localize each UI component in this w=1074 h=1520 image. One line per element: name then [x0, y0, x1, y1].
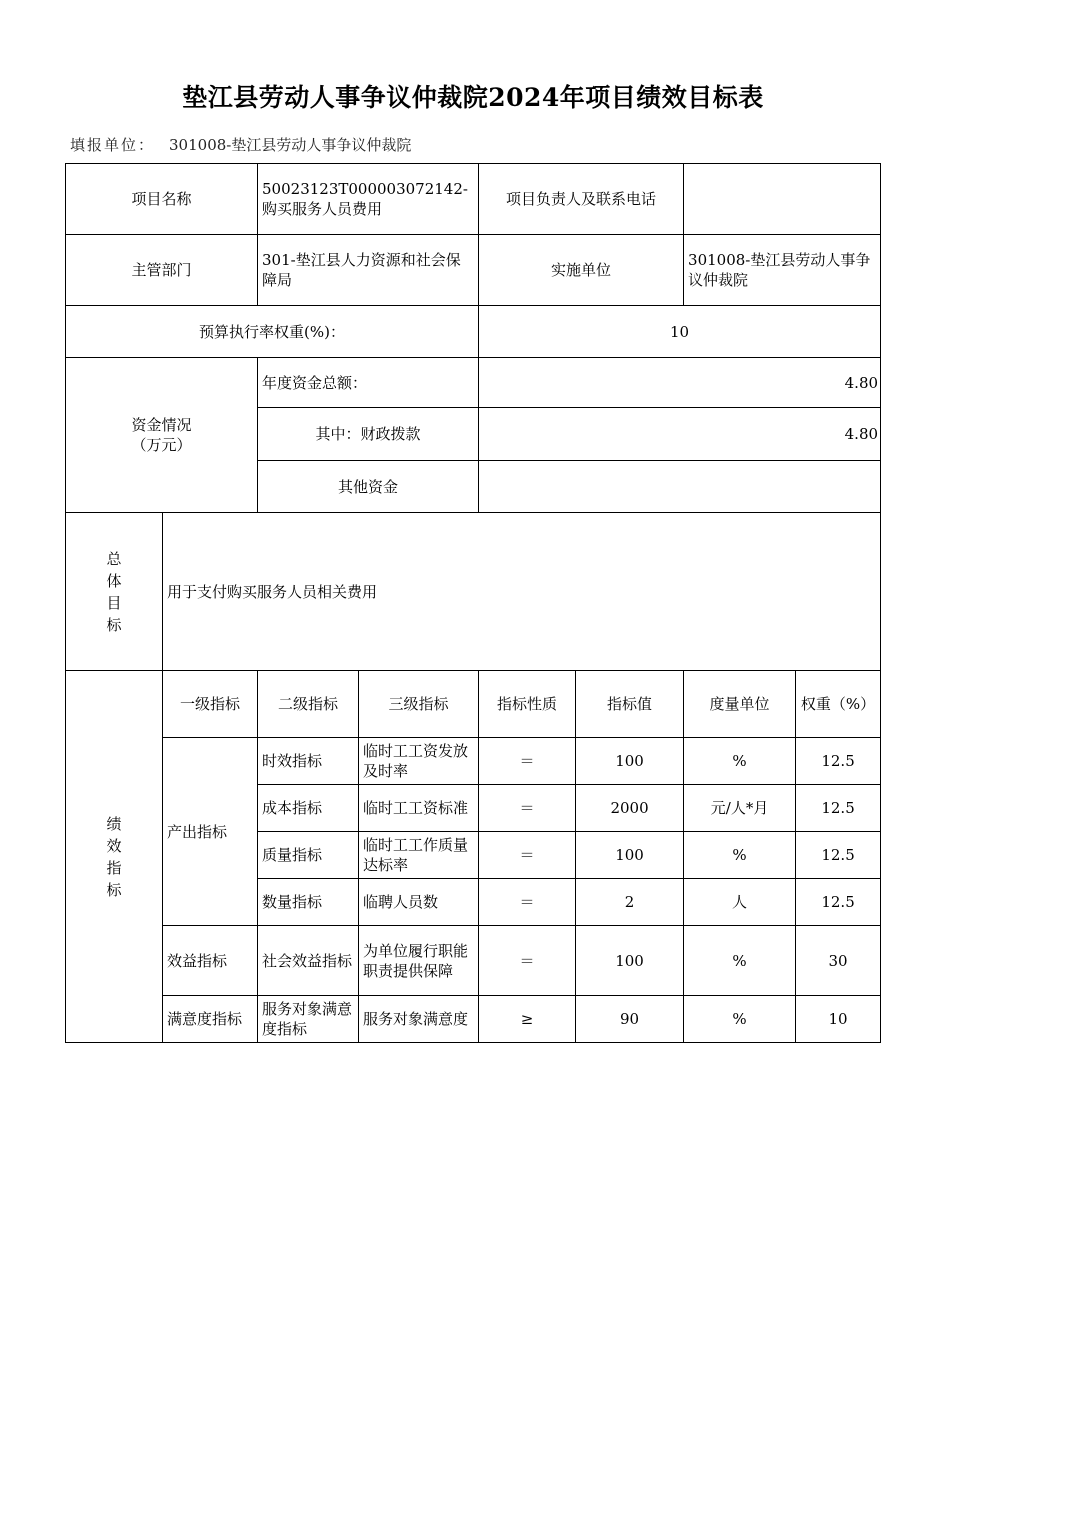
- contact-value: [684, 164, 881, 235]
- header-level3: 三级指标: [359, 671, 479, 738]
- level3-cell: 为单位履行职能职责提供保障: [359, 926, 479, 996]
- value-cell: 100: [576, 832, 684, 879]
- value-cell: 100: [576, 926, 684, 996]
- weight-cell: 12.5: [796, 785, 881, 832]
- filler-line: [70, 134, 411, 155]
- nature-cell: ＝: [479, 832, 576, 879]
- value-cell: 2: [576, 879, 684, 926]
- unit-cell: %: [684, 926, 796, 996]
- weight-cell: 12.5: [796, 879, 881, 926]
- unit-cell: %: [684, 996, 796, 1043]
- level3-cell: 临时工工资标准: [359, 785, 479, 832]
- header-nature: 指标性质: [479, 671, 576, 738]
- level3-cell: 临聘人员数: [359, 879, 479, 926]
- funds-total-label: 年度资金总额：: [258, 358, 479, 408]
- contact-label: 项目负责人及联系电话: [479, 164, 684, 235]
- funds-label: 资金情况 （万元）: [66, 358, 258, 513]
- funds-fiscal-value: 4.80: [479, 408, 881, 461]
- value-cell: 2000: [576, 785, 684, 832]
- level3-cell: 临时工工作质量达标率: [359, 832, 479, 879]
- level2-cell: 社会效益指标: [258, 926, 359, 996]
- funds-total-value: 4.80: [479, 358, 881, 408]
- goal-label: 总体目标: [106, 549, 122, 634]
- nature-cell: ＝: [479, 926, 576, 996]
- level1-benefit: 效益指标: [163, 926, 258, 996]
- unit-cell: 人: [684, 879, 796, 926]
- funds-other-label: 其他资金: [258, 461, 479, 513]
- header-weight: 权重（%）: [796, 671, 881, 738]
- dept-label: 主管部门: [66, 235, 258, 306]
- budget-weight-value: 10: [479, 306, 881, 358]
- dept-value: 301-垫江县人力资源和社会保障局: [258, 235, 479, 306]
- level3-cell: 服务对象满意度: [359, 996, 479, 1043]
- level2-cell: 时效指标: [258, 738, 359, 785]
- value-cell: 100: [576, 738, 684, 785]
- goal-text: 用于支付购买服务人员相关费用: [163, 513, 881, 671]
- impl-value: 301008-垫江县劳动人事争议仲裁院: [684, 235, 881, 306]
- value-cell: 90: [576, 996, 684, 1043]
- header-level1: 一级指标: [163, 671, 258, 738]
- filler-value: 301008-垫江县劳动人事争议仲裁院: [169, 136, 412, 154]
- header-level2: 二级指标: [258, 671, 359, 738]
- level3-cell: 临时工工资发放及时率: [359, 738, 479, 785]
- performance-target-table: [65, 163, 881, 1043]
- unit-cell: %: [684, 738, 796, 785]
- header-unit: 度量单位: [684, 671, 796, 738]
- funds-fiscal-label: 其中：财政拨款: [258, 408, 479, 461]
- level2-cell: 数量指标: [258, 879, 359, 926]
- goal-label-cell: [66, 513, 163, 671]
- project-name-value: 50023123T000003072142-购买服务人员费用: [258, 164, 479, 235]
- level2-cell: 成本指标: [258, 785, 359, 832]
- table-row: [66, 926, 881, 996]
- performance-label: 绩效指标: [106, 814, 122, 899]
- level2-cell: 服务对象满意度指标: [258, 996, 359, 1043]
- table-row: [66, 996, 881, 1043]
- nature-cell: ＝: [479, 785, 576, 832]
- level1-output: 产出指标: [163, 738, 258, 926]
- weight-cell: 30: [796, 926, 881, 996]
- nature-cell: ＝: [479, 738, 576, 785]
- weight-cell: 10: [796, 996, 881, 1043]
- impl-label: 实施单位: [479, 235, 684, 306]
- header-value: 指标值: [576, 671, 684, 738]
- weight-cell: 12.5: [796, 832, 881, 879]
- table-row: [66, 738, 881, 785]
- performance-label-cell: [66, 671, 163, 1043]
- nature-cell: ≥: [479, 996, 576, 1043]
- unit-cell: 元/人*月: [684, 785, 796, 832]
- level2-cell: 质量指标: [258, 832, 359, 879]
- funds-other-value: [479, 461, 881, 513]
- page-title: 垫江县劳动人事争议仲裁院2024年项目绩效目标表: [182, 83, 764, 112]
- level1-satisfaction: 满意度指标: [163, 996, 258, 1043]
- weight-cell: 12.5: [796, 738, 881, 785]
- filler-label: 填报单位：: [70, 136, 156, 154]
- unit-cell: %: [684, 832, 796, 879]
- project-name-label: 项目名称: [66, 164, 258, 235]
- budget-weight-label: 预算执行率权重(%)：: [66, 306, 479, 358]
- nature-cell: ＝: [479, 879, 576, 926]
